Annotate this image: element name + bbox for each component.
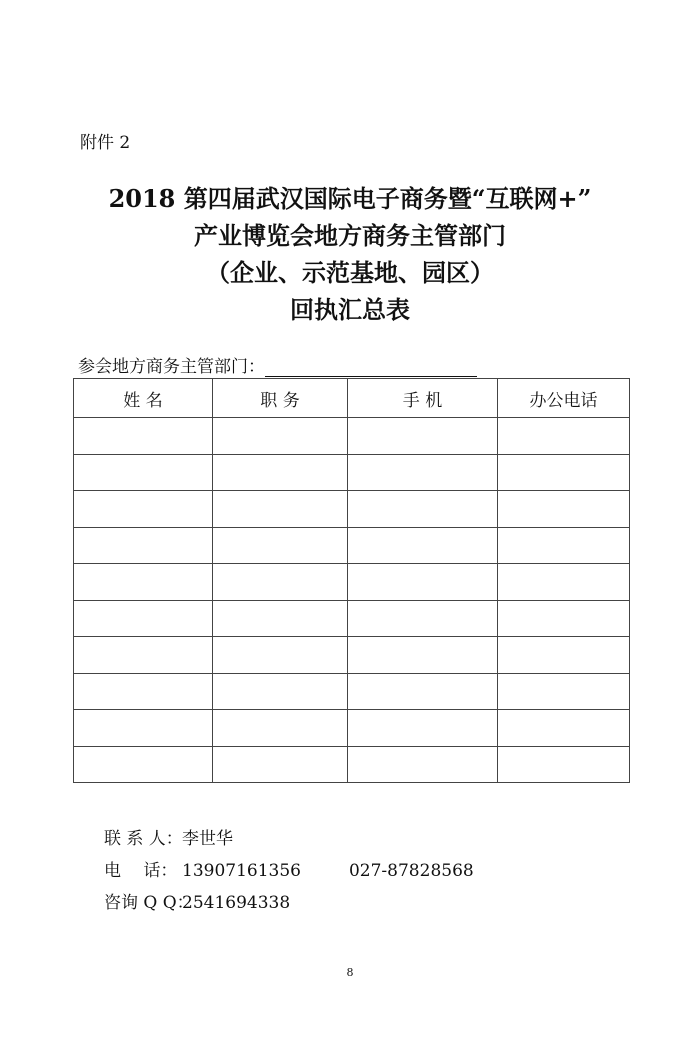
table-row: [74, 564, 630, 601]
table-cell: [213, 454, 348, 491]
table-cell: [74, 600, 213, 637]
header-name: 姓 名: [74, 379, 213, 418]
document-title: [0, 180, 700, 328]
table-cell: [498, 564, 630, 601]
table-cell: [348, 418, 498, 455]
table-cell: [74, 746, 213, 783]
title-line-1: 2018 第四届武汉国际电子商务暨“互联网+”: [108, 184, 592, 213]
table-cell: [74, 454, 213, 491]
table-cell: [348, 710, 498, 747]
table-cell: [498, 600, 630, 637]
table-cell: [348, 491, 498, 528]
table-row: [74, 527, 630, 564]
table-cell: [348, 746, 498, 783]
table-header-row: [74, 379, 630, 418]
table-cell: [213, 564, 348, 601]
table-cell: [498, 746, 630, 783]
table-row: [74, 637, 630, 674]
table-cell: [74, 491, 213, 528]
table-row: [74, 673, 630, 710]
table-cell: [74, 710, 213, 747]
table-cell: [74, 673, 213, 710]
table-cell: [498, 710, 630, 747]
table-cell: [213, 600, 348, 637]
table-cell: [498, 454, 630, 491]
table-cell: [348, 673, 498, 710]
contact-mobile-value: 13907161356: [182, 861, 301, 881]
title-line-4: 回执汇总表: [290, 295, 410, 324]
header-mobile: 手 机: [348, 379, 498, 418]
table-row: [74, 418, 630, 455]
table-cell: [348, 454, 498, 491]
contact-qq-value: 2541694338: [182, 893, 291, 913]
table-cell: [74, 527, 213, 564]
table-cell: [348, 600, 498, 637]
reply-table: [73, 378, 630, 783]
table-cell: [213, 746, 348, 783]
contact-qq-label: 咨询 Q Q：: [104, 893, 194, 913]
table-cell: [74, 564, 213, 601]
contact-office-phone-value: 027-87828568: [348, 861, 474, 881]
table-cell: [498, 491, 630, 528]
contact-qq-line: [104, 888, 290, 913]
contact-phone-line: [104, 856, 474, 881]
department-blank-line: [265, 358, 477, 377]
table-cell: [348, 637, 498, 674]
contact-phone-label: 电 话：: [104, 861, 178, 881]
header-office-phone: 办公电话: [498, 379, 630, 418]
table-cell: [213, 710, 348, 747]
title-line-2: 产业博览会地方商务主管部门: [194, 221, 506, 250]
department-field: [78, 352, 477, 377]
table-cell: [213, 673, 348, 710]
table-cell: [348, 564, 498, 601]
table-cell: [348, 527, 498, 564]
table-cell: [213, 491, 348, 528]
table-cell: [213, 527, 348, 564]
table-cell: [498, 673, 630, 710]
contact-person-label: 联 系 人：: [104, 829, 183, 849]
contact-person-value: 李世华: [182, 829, 233, 849]
table-cell: [213, 637, 348, 674]
table-cell: [213, 418, 348, 455]
header-position: 职 务: [213, 379, 348, 418]
table-cell: [498, 418, 630, 455]
table-cell: [74, 418, 213, 455]
annex-label: 附件 2: [80, 133, 131, 153]
title-line-3: （企业、示范基地、园区）: [206, 258, 494, 287]
contact-person-line: [104, 824, 233, 849]
table-cell: [498, 527, 630, 564]
table-cell: [498, 637, 630, 674]
table-row: [74, 710, 630, 747]
department-label: 参会地方商务主管部门：: [78, 357, 265, 377]
table-row: [74, 600, 630, 637]
table-body: [74, 418, 630, 783]
table-row: [74, 491, 630, 528]
table-row: [74, 746, 630, 783]
page-number: 8: [346, 966, 354, 979]
table-row: [74, 454, 630, 491]
table-cell: [74, 637, 213, 674]
